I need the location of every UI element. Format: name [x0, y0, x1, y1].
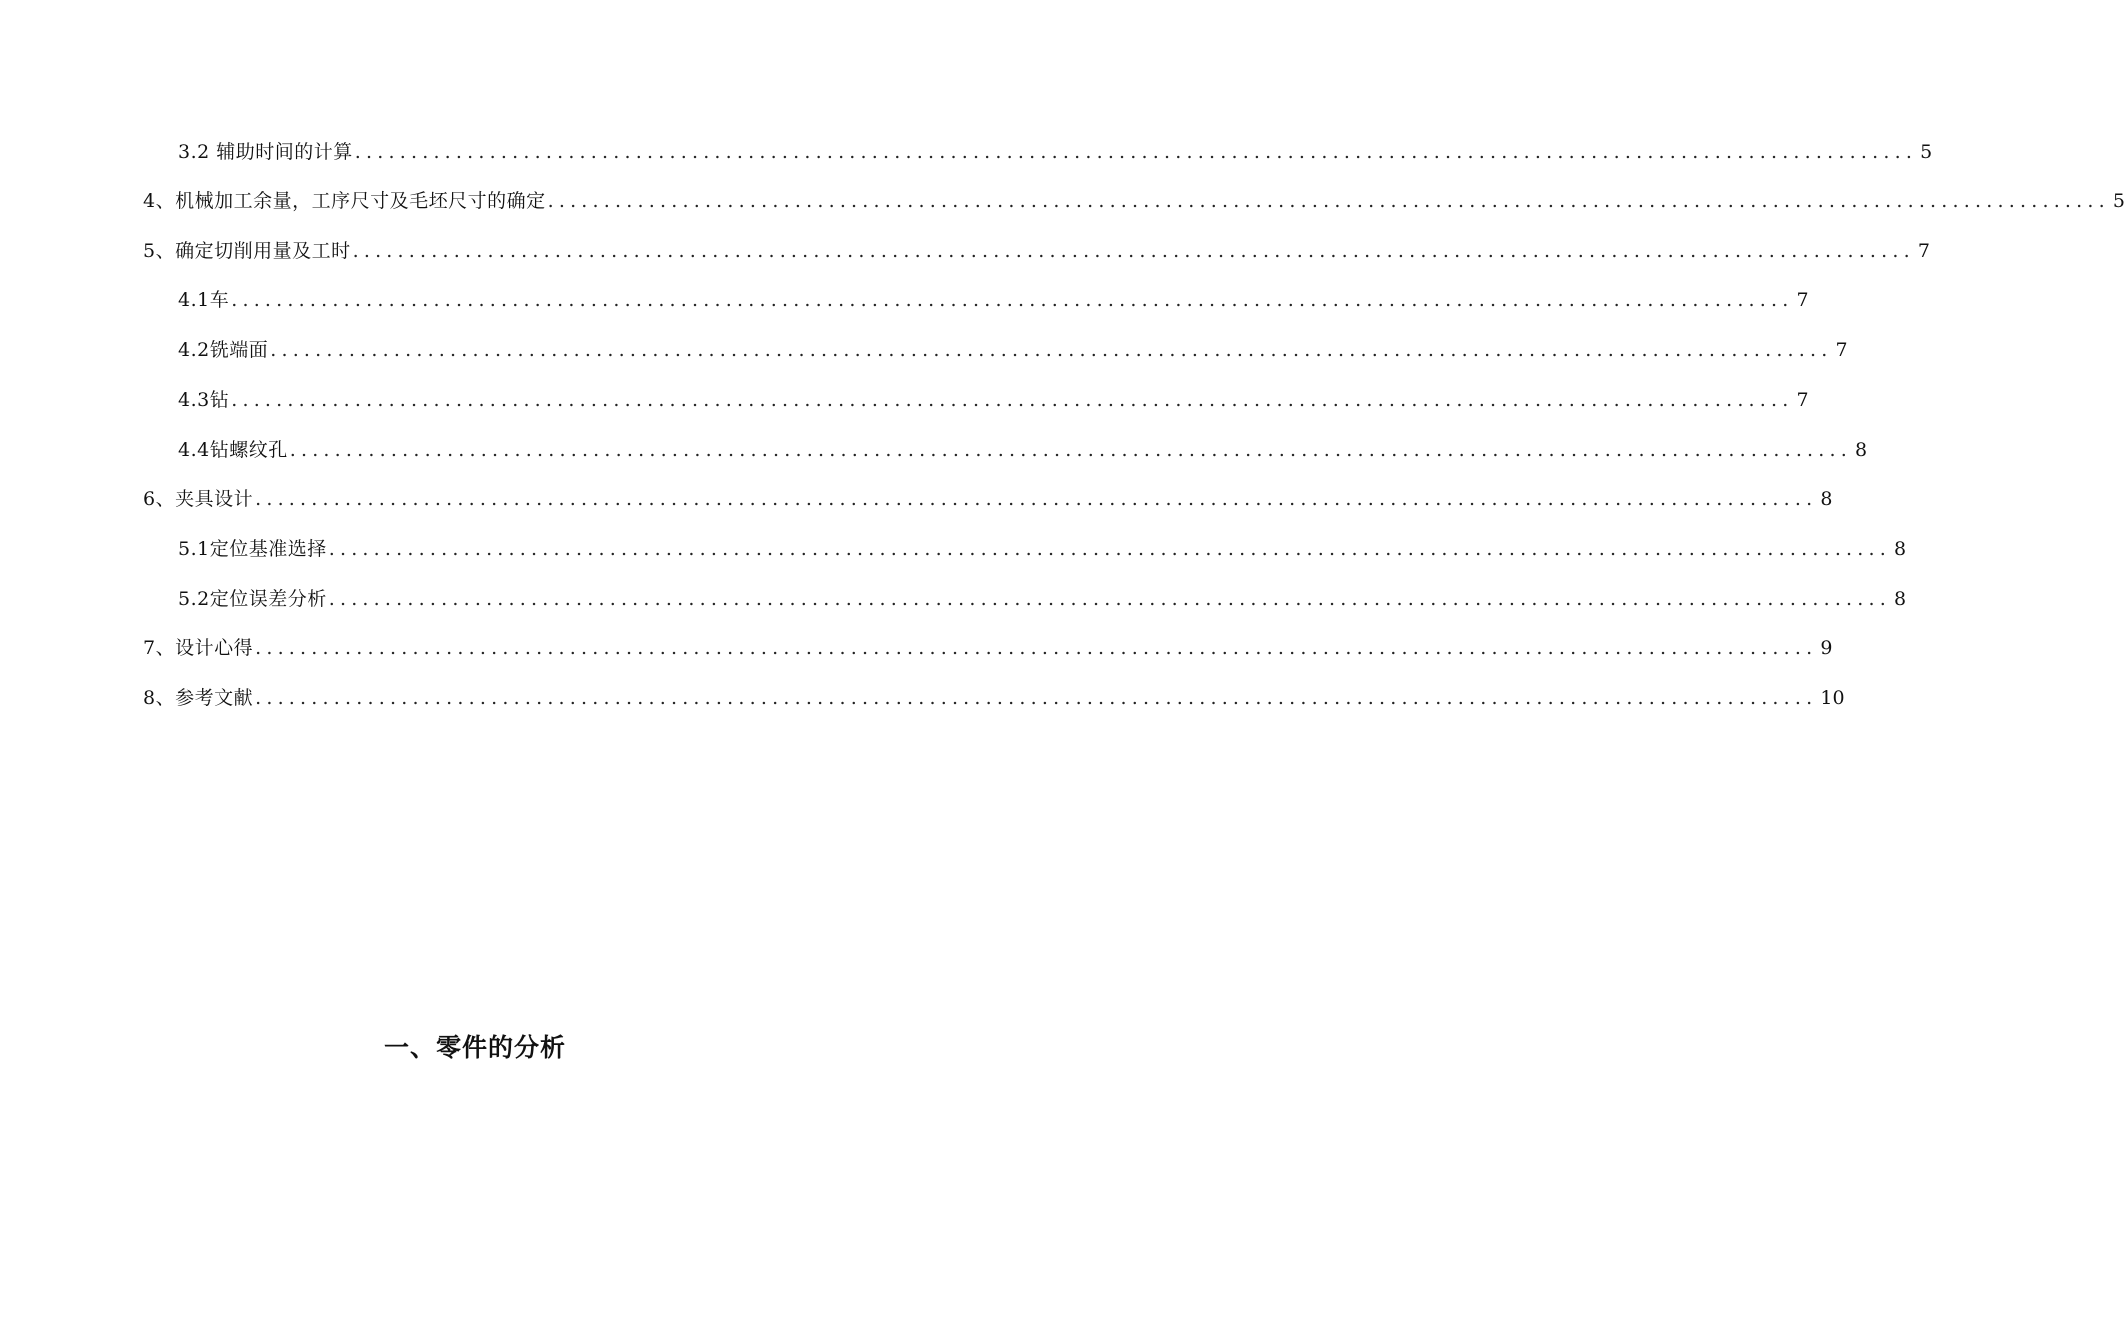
toc-leader-dots: ........................................................................................................................................... [255, 687, 1818, 709]
toc-entry[interactable] [178, 137, 1933, 167]
toc-page-number: 8 [1820, 488, 1833, 510]
toc-page-number: 9 [1820, 637, 1833, 659]
toc-entry-label: 7、设计心得 [143, 637, 254, 659]
toc-entry[interactable] [178, 335, 1848, 365]
toc-entry[interactable] [178, 385, 1809, 415]
toc-page-number: 10 [1820, 687, 1845, 709]
toc-leader-dots: ........................................................................................................................................... [328, 538, 1892, 560]
toc-page-number: 7 [1796, 289, 1809, 311]
toc-page-number: 5 [1920, 141, 1933, 163]
toc-leader-dots: ........................................................................................................................................... [352, 240, 1915, 262]
toc-page-number: 8 [1894, 538, 1907, 560]
toc-entry[interactable] [143, 633, 1833, 663]
toc-entry-label: 6、夹具设计 [143, 488, 254, 510]
toc-page-number: 8 [1894, 588, 1907, 610]
toc-entry-label: 4.4钻螺纹孔 [178, 439, 288, 461]
toc-entry[interactable] [178, 584, 1907, 614]
toc-entry[interactable] [178, 435, 1868, 465]
toc-entry[interactable] [178, 285, 1809, 315]
toc-entry-label: 5.1定位基准选择 [178, 538, 327, 560]
section-heading: 一、零件的分析 [383, 1033, 566, 1062]
toc-page-number: 7 [1796, 389, 1809, 411]
toc-entry[interactable] [143, 186, 2125, 216]
toc-entry-label: 4.2铣端面 [178, 339, 269, 361]
toc-leader-dots: ........................................................................................................................................... [547, 190, 2110, 212]
toc-page-number: 5 [2112, 190, 2125, 212]
toc-entry[interactable] [178, 534, 1907, 564]
toc-entry-label: 5.2定位误差分析 [178, 588, 327, 610]
toc-page-number: 8 [1855, 439, 1868, 461]
toc-leader-dots: ........................................................................................................................................... [270, 339, 1833, 361]
toc-entry-label: 5、确定切削用量及工时 [143, 240, 351, 262]
toc-entry-label: 4.1车 [178, 289, 230, 311]
toc-entry-label: 4、机械加工余量，工序尺寸及毛坯尺寸的确定 [143, 190, 546, 212]
toc-entry-label: 8、参考文献 [143, 687, 254, 709]
toc-entry[interactable] [143, 484, 1833, 514]
toc-leader-dots: ........................................................................................................................................... [231, 289, 1794, 311]
toc-entry[interactable] [143, 236, 1930, 266]
toc-leader-dots: ........................................................................................................................................... [231, 389, 1794, 411]
toc-page-number: 7 [1835, 339, 1848, 361]
toc-leader-dots: ........................................................................................................................................... [354, 141, 1918, 163]
toc-leader-dots: ........................................................................................................................................... [255, 637, 1818, 659]
toc-leader-dots: ........................................................................................................................................... [289, 439, 1853, 461]
toc-leader-dots: ........................................................................................................................................... [328, 588, 1892, 610]
toc-entry[interactable] [143, 683, 1845, 713]
toc-entry-label: 3.2 辅助时间的计算 [178, 141, 353, 163]
toc-leader-dots: ........................................................................................................................................... [255, 488, 1818, 510]
toc-page-number: 7 [1917, 240, 1930, 262]
toc-entry-label: 4.3钻 [178, 389, 230, 411]
